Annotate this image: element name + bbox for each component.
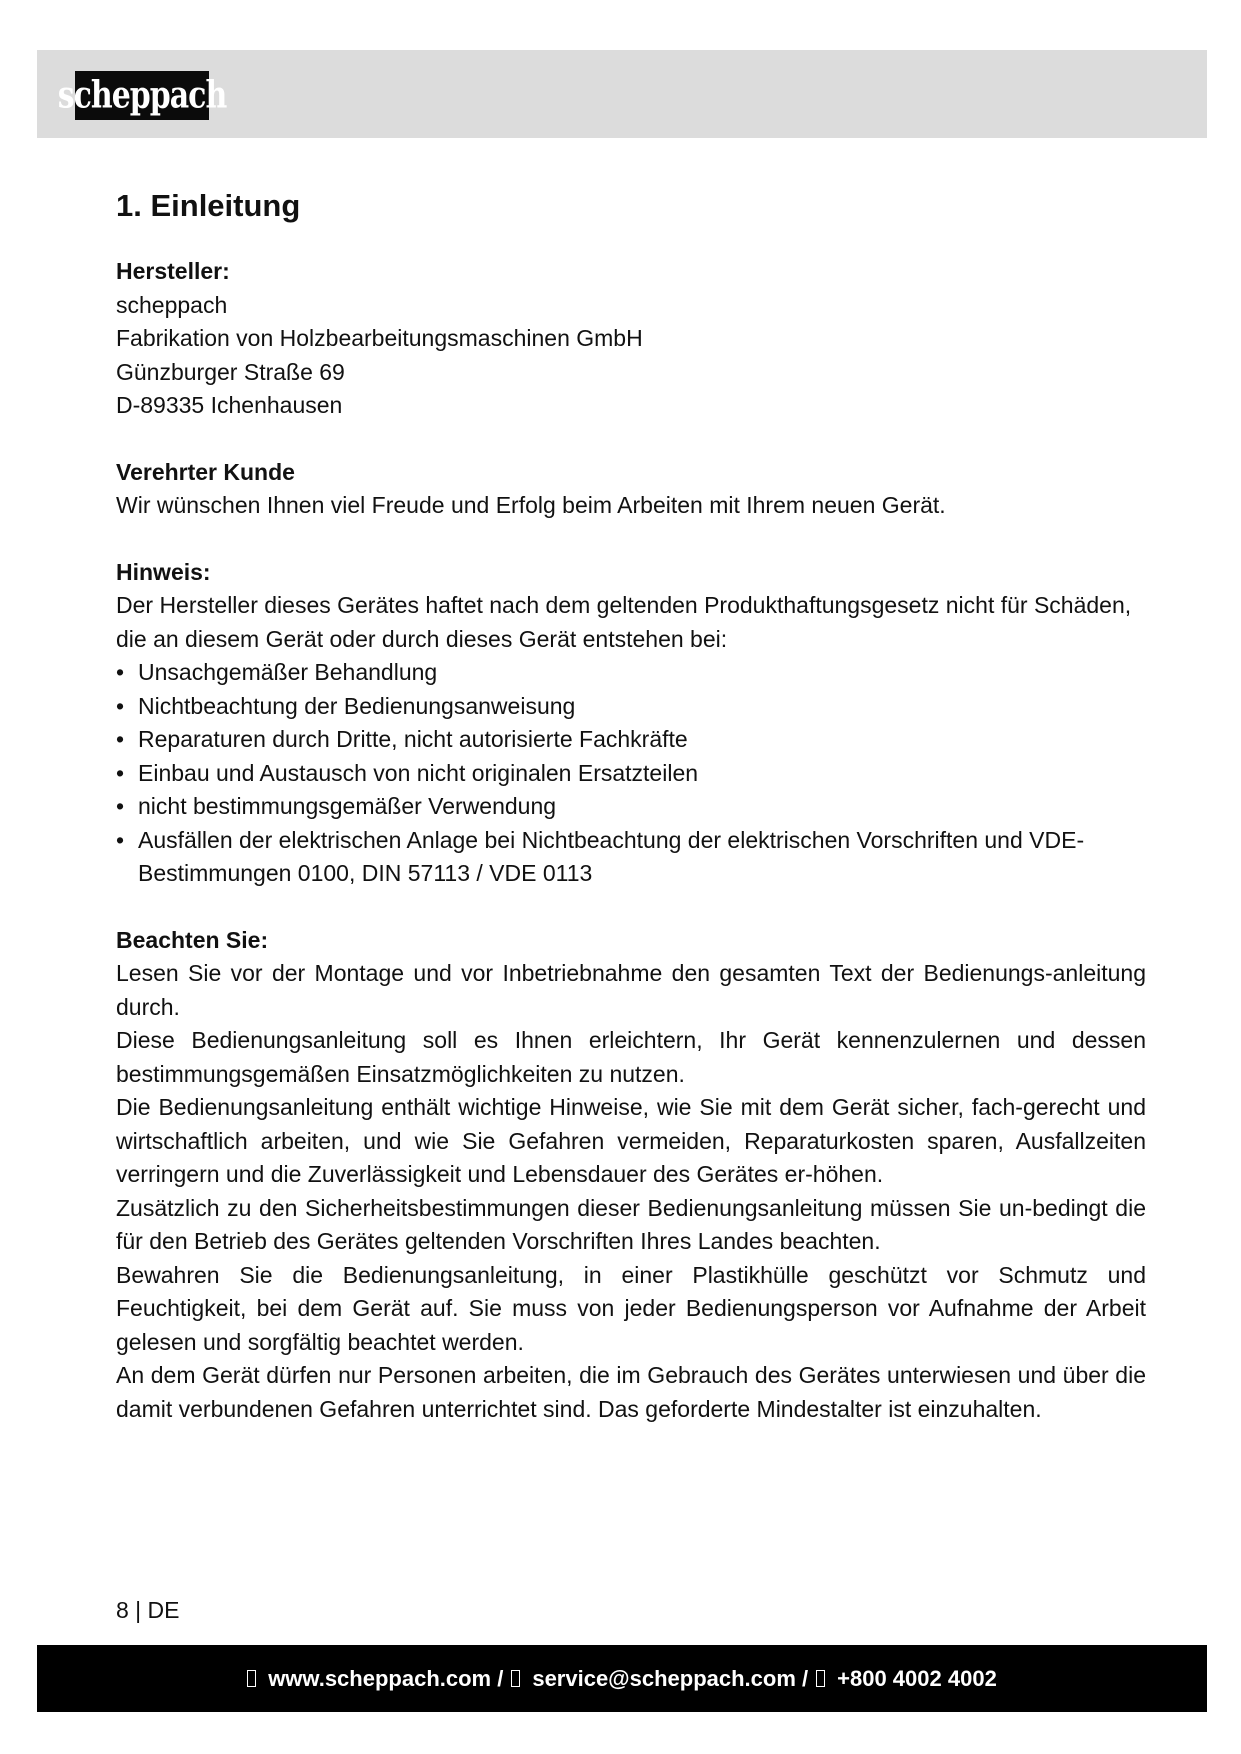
list-item: • Einbau und Austausch von nicht originalen Ersatzteilen [116, 757, 1146, 791]
customer-text: Wir wünschen Ihnen viel Freude und Erfolg beim Arbeiten mit Ihrem neuen Gerät. [116, 492, 946, 518]
phone-icon [816, 1670, 825, 1687]
notice-list [116, 656, 1146, 891]
website-link[interactable]: www.scheppach.com / [268, 1665, 504, 1691]
manufacturer-line: D-89335 Ichenhausen [116, 392, 343, 418]
customer-heading: Verehrter Kunde [116, 458, 295, 485]
email-link[interactable]: service@scheppach.com / [532, 1665, 809, 1691]
manufacturer-line: Fabrikation von Holzbearbeitungsmaschinen GmbH [116, 325, 643, 351]
page-number: 8 | DE [116, 1597, 180, 1623]
list-item: • Nichtbeachtung der Bedienungsanweisung [116, 690, 1146, 724]
observe-paragraph: An dem Gerät dürfen nur Personen arbeiten, die im Gebrauch des Gerätes unterwiesen und über die damit verbundenen Gefahren unterrichtet sind. Das geforderte Mindestalter ist einzuhalten. [116, 1362, 1146, 1422]
list-item: • Reparaturen durch Dritte, nicht autorisierte Fachkräfte [116, 723, 1146, 757]
observe-heading: Beachten Sie: [116, 926, 269, 953]
manufacturer-heading: Hersteller: [116, 258, 230, 284]
notice-section [116, 556, 1146, 891]
manufacturer-section [116, 255, 1146, 423]
observe-paragraph: Bewahren Sie die Bedienungsanleitung, in einer Plastikhülle geschützt vor Schmutz und Feuchtigkeit, bei dem Gerät auf. Sie muss von jeder Bedienungsperson vor Aufnahme der Arbeit gelesen und sorgfältig beachtet werden. [116, 1261, 1146, 1355]
scheppach-logo: scheppach [75, 71, 209, 120]
manufacturer-line: scheppach [116, 291, 228, 318]
notice-heading: Hinweis: [116, 558, 211, 585]
customer-section [116, 456, 1146, 523]
page-content [116, 186, 1146, 1426]
observe-paragraph: Diese Bedienungsanleitung soll es Ihnen erleichtern, Ihr Gerät kennenzulernen und dessen bestimmungsgemäßen Einsatzmöglichkeiten zu nutzen. [116, 1027, 1146, 1087]
list-item: • Ausfällen der elektrischen Anlage bei Nichtbeachtung der elektrischen Vorschriften und VDE-Bestimmungen 0100, DIN 57113 / VDE 0113 [116, 824, 1146, 891]
footer-bar [37, 1645, 1207, 1712]
page-title: 1. Einleitung [116, 188, 301, 223]
list-item: • Unsachgemäßer Behandlung [116, 656, 1146, 690]
phone-number[interactable]: +800 4002 4002 [837, 1665, 997, 1691]
list-item: • nicht bestimmungsgemäßer Verwendung [116, 790, 1146, 824]
globe-icon [247, 1670, 256, 1687]
mail-icon [511, 1670, 520, 1687]
manufacturer-line: Günzburger Straße 69 [116, 358, 345, 385]
observe-paragraph: Die Bedienungsanleitung enthält wichtige Hinweise, wie Sie mit dem Gerät sicher, fach-gerecht und wirtschaftlich arbeiten, und wie Sie Gefahren vermeiden, Reparaturkosten sparen, Ausfallzeiten verringern und die Zuverlässigkeit und Lebensdauer des Gerätes er-höhen. [116, 1094, 1146, 1187]
observe-section [116, 924, 1146, 1427]
notice-intro: Der Hersteller dieses Gerätes haftet nach dem geltenden Produkthaftungsgesetz nicht für Schäden, die an diesem Gerät oder durch dieses Gerät entstehen bei: [116, 592, 1132, 652]
observe-paragraph: Lesen Sie vor der Montage und vor Inbetriebnahme den gesamten Text der Bedienungs-anleitung durch. [116, 960, 1146, 1020]
observe-paragraph: Zusätzlich zu den Sicherheitsbestimmungen dieser Bedienungsanleitung müssen Sie un-bedingt die für den Betrieb des Gerätes geltenden Vorschriften Ihres Landes beachten. [116, 1194, 1146, 1254]
